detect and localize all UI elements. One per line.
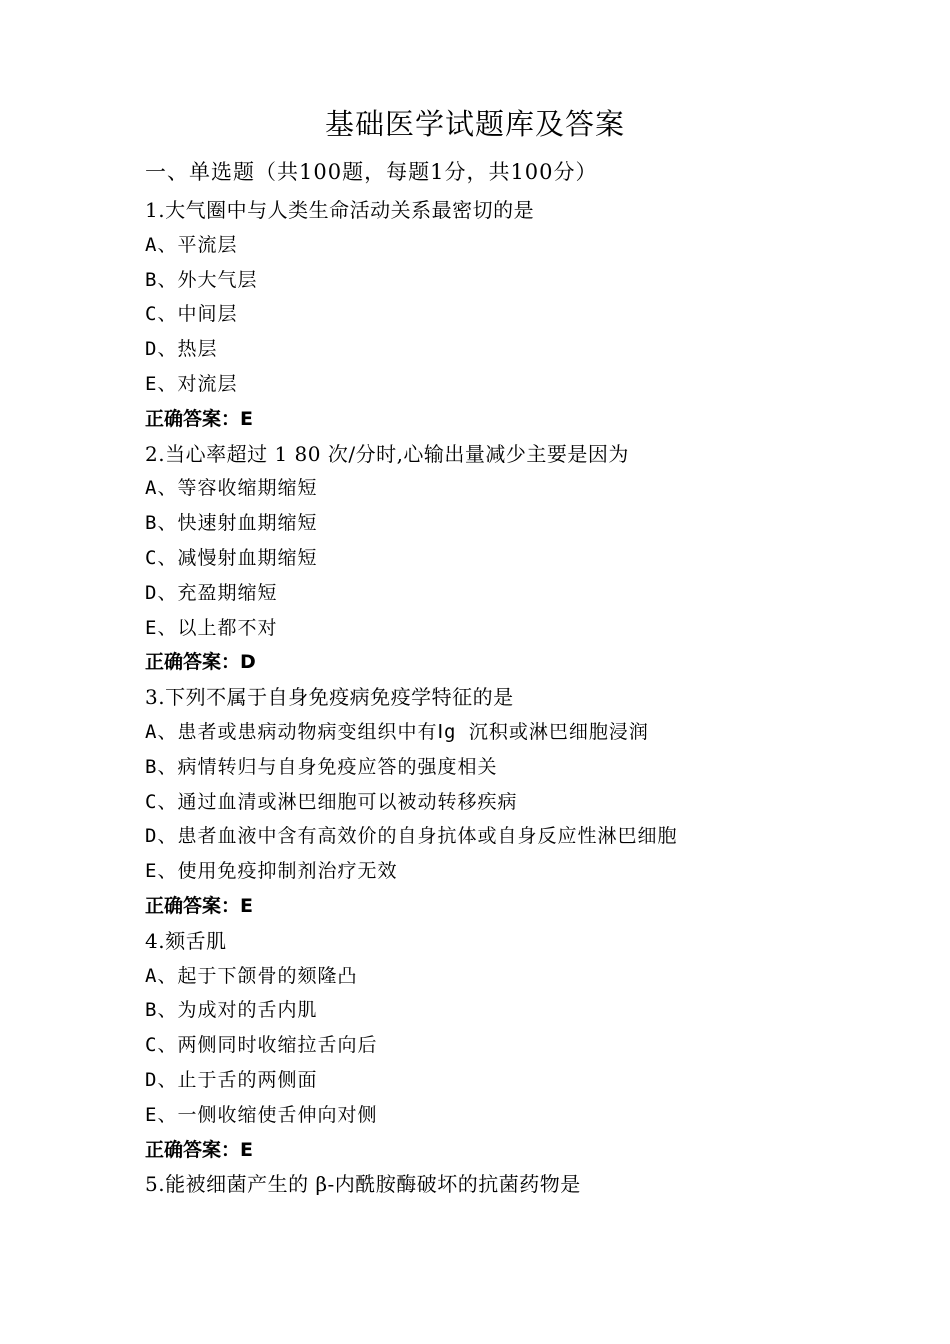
question-stem: 3.下列不属于自身免疫病免疫学特征的是	[145, 685, 514, 710]
document-title: 基础医学试题库及答案	[324, 107, 625, 141]
option-c: C、中间层	[145, 303, 238, 326]
option-d: D、止于舌的两侧面	[145, 1068, 318, 1091]
question-stem: 4.颏舌肌	[145, 928, 227, 953]
correct-answer: 正确答案：D	[145, 651, 256, 674]
option-d: D、热层	[145, 338, 218, 361]
option-b: B、外大气层	[145, 268, 258, 291]
option-e: E、对流层	[145, 372, 238, 395]
option-d: D、充盈期缩短	[145, 581, 278, 604]
option-b: B、为成对的舌内肌	[145, 999, 318, 1022]
correct-answer: 正确答案：E	[145, 894, 253, 917]
correct-answer: 正确答案：E	[145, 1138, 253, 1161]
section-heading: 一、单选题（共100题，每题1分，共100分）	[145, 160, 598, 184]
option-b: B、快速射血期缩短	[145, 512, 318, 535]
option-e: E、一侧收缩使舌伸向对侧	[145, 1103, 378, 1126]
question-list	[145, 195, 925, 1204]
option-c: C、通过血清或淋巴细胞可以被动转移疾病	[145, 790, 518, 813]
option-a: A、患者或患病动物病变组织中有Ⅰg 沉积或淋巴细胞浸润	[145, 720, 649, 743]
question-stem: 1.大气圈中与人类生命活动关系最密切的是	[145, 198, 535, 222]
option-b: B、病情转归与自身免疫应答的强度相关	[145, 755, 498, 778]
option-a: A、平流层	[145, 233, 238, 256]
question-stem: 2.当心率超过 1 80 次/分时,心输出量减少主要是因为	[145, 441, 629, 466]
question-stem: 5.能被细菌产生的 β-内酰胺酶破坏的抗菌药物是	[145, 1172, 581, 1197]
option-e: E、以上都不对	[145, 616, 278, 639]
option-d: D、患者血液中含有高效价的自身抗体或自身反应性淋巴细胞	[145, 825, 678, 848]
correct-answer: 正确答案：E	[145, 407, 253, 430]
option-c: C、两侧同时收缩拉舌向后	[145, 1034, 378, 1057]
option-e: E、使用免疫抑制剂治疗无效	[145, 860, 398, 883]
option-a: A、起于下颌骨的颏隆凸	[145, 964, 358, 987]
option-c: C、减慢射血期缩短	[145, 546, 318, 569]
option-a: A、等容收缩期缩短	[145, 477, 318, 500]
